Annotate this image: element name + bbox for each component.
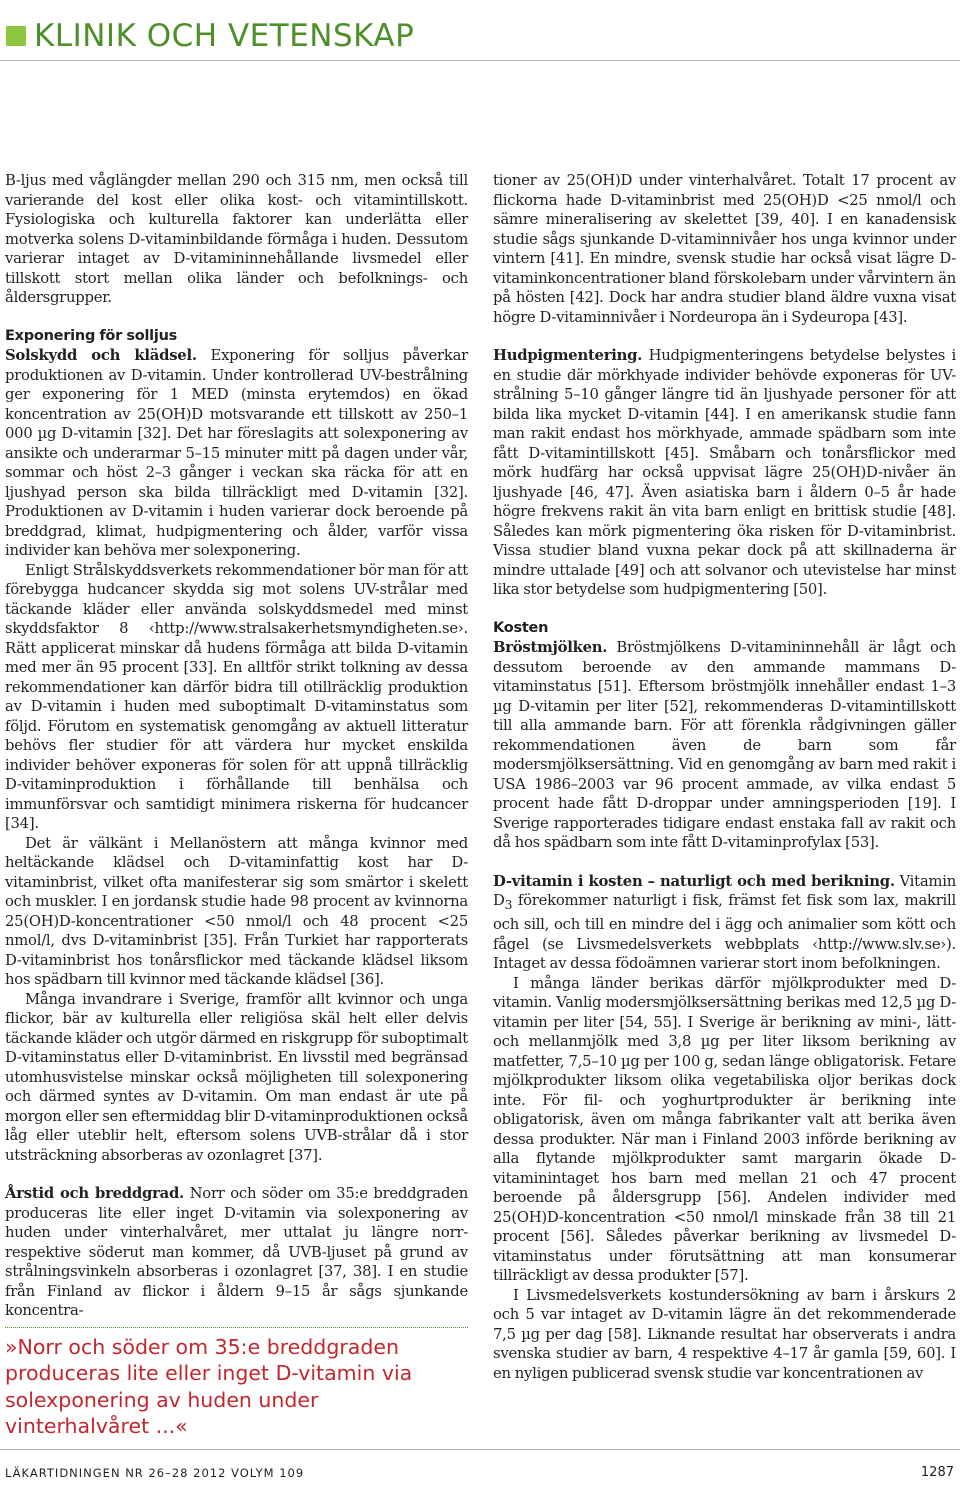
paragraph-text: förekommer naturligt i fisk, främst fet fisk som lax, makrill och sill, och till en mindre del i ägg och animalier som kött och fågel (se Livsmedelsverkets webbplats ‹http://www.slv.se›). Intaget av dessa födoämnen varierar stort inom befolkningen.	[493, 892, 956, 973]
section-header	[6, 14, 414, 58]
paragraph: Enligt Strålskyddsverkets rekommendationer bör man för att förebygga hudcancer skydda sig mot solens UV-strålar med täckande kläder eller använda solskyddsmedel med minst skyddsfaktor 8 ‹http://www.stralsakerhetsmyndigheten.se›. Rätt applicerat minskar då hudens förmåga att bilda D-vitamin med mer än 95 procent [33]. En alltför strikt tolkning av dessa rekommendationer kan därför bidra till otillräcklig produktion av D-vitamin i huden med suboptimalt D-vitaminstatus som följd. Förutom en systematisk genomgång av aktuell litteratur behövs fler studier för att värdera hur mycket enskilda individer behöver exponeras för solen för att uppnå tillräcklig D-vitaminproduktion i förhållande till benhälsa och immunförsvar och samtidigt minimera riskerna för hudcancer [34].	[5, 561, 468, 832]
paragraph	[5, 1184, 468, 1321]
section-title: KLINIK OCH VETENSKAP	[34, 18, 415, 54]
runin-heading: Årstid och breddgrad.	[5, 1185, 184, 1202]
runin-heading: Solskydd och klädsel.	[5, 347, 197, 364]
header-divider	[0, 60, 960, 61]
left-column	[5, 171, 468, 1440]
subheading-kosten: Kosten	[493, 619, 549, 636]
page-number: 1287	[920, 1465, 954, 1480]
journal-footer: LÄKARTIDNINGEN NR 26–28 2012 VOLYM 109	[5, 1466, 305, 1480]
paragraph-text: Vitamin D	[493, 872, 956, 909]
right-column	[493, 171, 956, 1383]
paragraph: tioner av 25(OH)D under vinterhalvåret. Totalt 17 procent av flickorna hade D-vitaminbrist med 25(OH)D <25 nmol/l och sämre mineralisering av skelettet [39, 40]. I en kanadensisk studie sågs sjunkande D-vitaminnivåer hos unga kvinnor under vintern [41]. En mindre, svensk studie har också visat lägre D-vitaminkoncentrationer bland förskolebarn under vårvintern än på hösten [42]. Dock har andra studier bland äldre vuxna visat högre D-vitaminnivåer i Nordeuropa än i Sydeuropa [43].	[493, 172, 956, 326]
paragraph-text: Hudpigmenteringens betydelse belystes i en studie där mörkhyade individer behövde exponeras för UV-strålning 5–10 gånger längre tid än ljushyade personer för att bilda lika mycket D-vitamin [44]. I en amerikansk studie fann man rakit endast hos mörkhyade, ammade spädbarn som inte fått D-vitamintillskott [45]. Småbarn och tonårsflickor med mörk hudfärg har också uppvisat lägre 25(OH)D-nivåer än ljushyade [46, 47]. Även asiatiska barn i åldern 0–5 år hade högre frekvens rakit än vita barn enligt en brittisk studie [48]. Således kan mörk pigmentering öka risken för D-vitaminbrist. Vissa studier bland vuxna pekar dock på att skillnaderna är mindre uttalade [49] och att solvanor och utevistelse har minst lika stor betydelse som hudpigmentering [50].	[493, 347, 956, 598]
paragraph: Det är välkänt i Mellanöstern att många kvinnor med heltäckande klädsel och D-vitaminfattig kost har D-vitaminbrist, vilket ofta manifesterar sig som smärtor i skelett och muskler. I en jordansk studie hade 98 procent av kvinnorna 25(OH)D-koncentrationer <50 nmol/l och 48 procent <25 nmol/l, dvs D-vitaminbrist [35]. Från Turkiet har rapporterats D-vitaminbrist hos tonårsflickor med täckande klädsel liksom hos spädbarn till kvinnor med täckande klädsel [36].	[5, 834, 468, 988]
pullquote-divider	[5, 1327, 468, 1328]
runin-heading: D-vitamin i kosten – naturligt och med berikning.	[493, 872, 895, 890]
runin-heading: Hudpigmentering.	[493, 347, 643, 364]
paragraph: I Livsmedelsverkets kostundersökning av barn i årskurs 2 och 5 var intaget av D-vitamin lägre än det rekommenderade 7,5 µg per dag [58]. Liknande resultat har observerats i andra svenska studier av barn, 4 respektive 4–17 år gamla [59, 60]. I en nyligen publicerad svensk studie var koncentrationen av	[493, 1286, 956, 1382]
footer-divider	[0, 1449, 960, 1450]
paragraph	[5, 346, 468, 561]
paragraph-text: Exponering för solljus påverkar produktionen av D-vitamin. Under kontrollerad UV-bestrålning ger exponering för 1 MED (minsta erytemdos) en ökad koncentration av 25(OH)D motsvarande ett tillskott av 250–1 000 µg D-vitamin [32]. Det har föreslagits att solexponering av ansikte och underarmar 5–15 minuter mitt på dagen under vår, sommar och höst 2–3 gånger i veckan ska räcka för att en ljushyad person ska bilda tillräckligt med D-vitamin [32]. Produktionen av D-vitamin i huden varierar dock beroende på breddgrad, klimat, hudpigmentering och ålder, varför vissa individer kan behöva mer solexponering.	[5, 347, 468, 559]
paragraph-text: Norr och söder om 35:e breddgraden produceras lite eller inget D-vitamin via solexponering av huden under vinterhalvåret, mer uttalat ju längre norr- respektive söderut man kommer, då UVB-ljuset på grund av strålningsvinkeln absorberas i ozonlagret [37, 38]. I en studie från Finland av flickor i åldern 9–15 år sågs sjunkande koncentra-	[5, 1185, 469, 1319]
subscript: 3	[504, 897, 513, 912]
paragraph	[493, 638, 956, 853]
subheading-exponering: Exponering för solljus	[5, 327, 178, 344]
paragraph: Många invandrare i Sverige, framför allt kvinnor och unga flickor, bär av kulturella eller religiösa skäl helt eller delvis täckande kläder och utgör därmed en riskgrupp för suboptimalt D-vitaminstatus eller D-vitaminbrist. En livsstil med begränsad utomhusvistelse minskar också möjligheten till solexponering och därmed syntes av D-vitamin. Om man endast är ute på morgon eller sen eftermiddag blir D-vitaminproduktionen också låg eller uteblir helt, eftersom solens UVB-strålar då i stor utsträckning absorberas av ozonlagret [37].	[5, 990, 468, 1164]
paragraph: B-ljus med våglängder mellan 290 och 315 nm, men också till varierande del kost eller olika kost- och vitamintillskott. Fysiologiska och kulturella faktorer kan underlätta eller motverka solens D-vitaminbildande förmåga i huden. Dessutom varierar intaget av D-vitamininnehållande livsmedel eller tillskott stort mellan olika länder och befolknings- och åldersgrupper.	[5, 172, 468, 306]
pullquote: »Norr och söder om 35:e breddgraden produceras lite eller inget D-vitamin via solexponering av huden under vinterhalvåret ...«	[5, 1334, 413, 1438]
paragraph	[493, 346, 956, 600]
section-marker-square	[6, 26, 26, 46]
paragraph	[493, 872, 956, 974]
paragraph: I många länder berikas därför mjölkprodukter med D-vitamin. Vanlig modersmjölksersättning berikas med 12,5 µg D-vitamin per liter [54, 55]. I Sverige är berikning av mini-, lätt- och mellanmjölk med 3,8 µg per liter liksom berikning av matfetter, 7,5–10 µg per 100 g, sedan länge obligatorisk. Fetare mjölkprodukter liksom olika vegetabiliska oljor berikas dock inte. För fil- och yoghurtprodukter är berikning inte obligatorisk, även om många fabrikanter valt att berika även dessa produkter. När man i Finland 2003 införde berikning av alla flytande mjölkprodukter samt margarin ökade D-vitaminintaget hos barn med mellan 21 och 47 procent beroende på åldersgrupp [56]. Andelen individer med 25(OH)D-koncentration <50 nmol/l minskade från 38 till 21 procent [56]. Således påverkar berikning av livsmedel D-vitaminstatus under förutsättning att man konsumerar tillräckligt av dessa produkter [57].	[493, 974, 956, 1285]
paragraph-text: Bröstmjölkens D-vitamininnehåll är lågt och dessutom beroende av den ammande mammans D-vitaminstatus [51]. Eftersom bröstmjölk innehåller endast 1–3 µg D-vitamin per liter [52], rekommenderas D-vitamintillskott till alla ammande barn. För att förenkla rådgivningen gäller rekommendationen även de barn som får modersmjölksersättning. Vid en genomgång av barn med rakit i USA 1986–2003 var 96 procent ammade, av vilka endast 5 procent hade fått D-droppar under amningsperioden [19]. I Sverige rapporterades tidigare endast enstaka fall av rakit och då hos spädbarn som inte fått D-vitaminprofylax [53].	[493, 639, 956, 851]
runin-heading: Bröstmjölken.	[493, 639, 608, 656]
